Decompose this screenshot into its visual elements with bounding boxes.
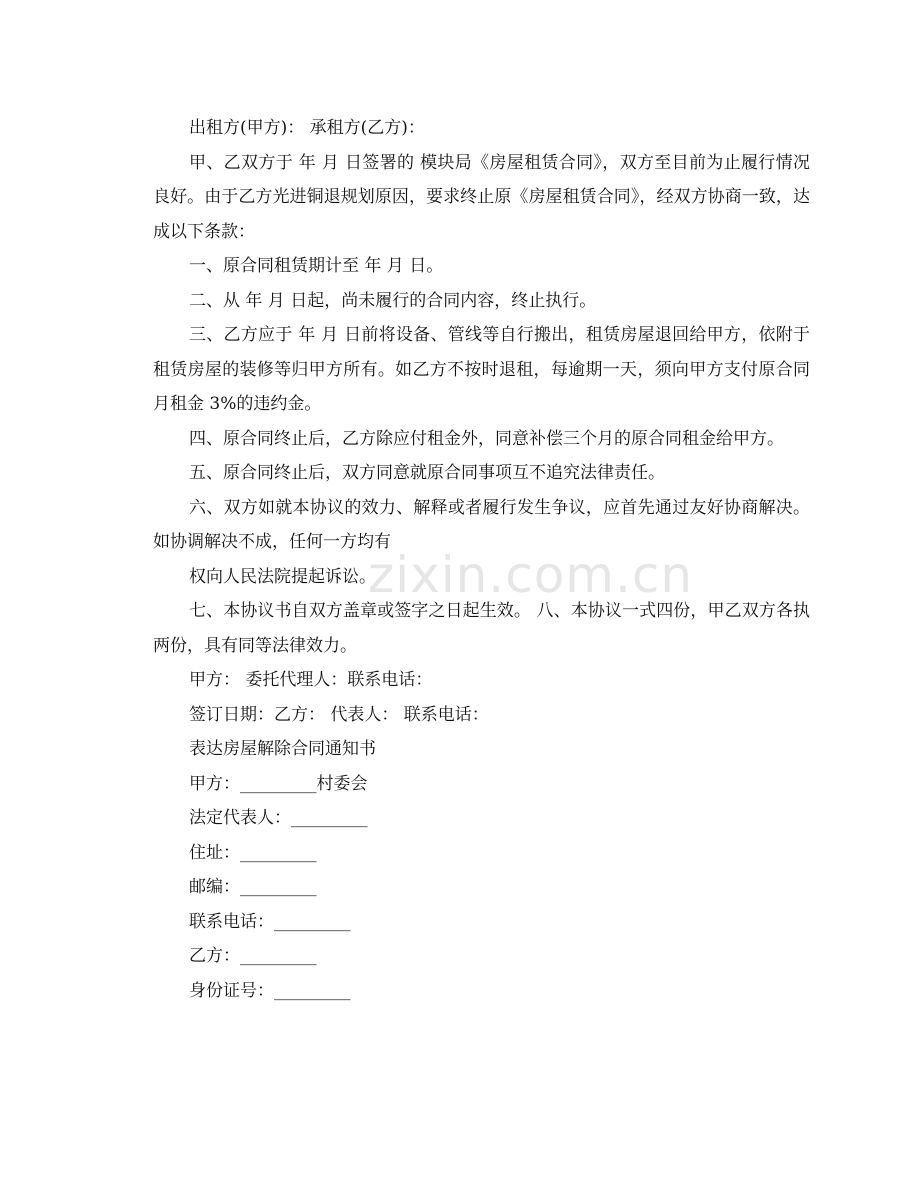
document-body	[153, 111, 810, 1008]
clause-3: 三、乙方应于 年 月 日前将设备、管线等自行搬出，租赁房屋退回给甲方，依附于租赁房屋的装修等归甲方所有。如乙方不按时退租，每逾期一天，须向甲方支付原合同月租金 3%的违约金。	[153, 325, 810, 414]
field-party-b: 乙方：_________	[189, 946, 317, 966]
clause-5: 五、原合同终止后，双方同意就原合同事项互不追究法律责任。	[189, 463, 665, 483]
parties-line: 出租方(甲方)： 承租方(乙方)：	[189, 118, 425, 138]
clause-6-continued: 权向人民法院提起诉讼。	[189, 566, 376, 587]
field-legal-representative: 法定代表人：_________	[189, 808, 368, 828]
clause-4: 四、原合同终止后，乙方除应付租金外，同意补偿三个月的原合同租金给甲方。	[189, 428, 784, 449]
signature-line-party-b: 签订日期：乙方： 代表人： 联系电话：	[189, 704, 489, 725]
preamble-paragraph: 甲、乙双方于 年 月 日签署的 模块局《房屋租赁合同》，双方至目前为止履行情况良好。由于乙方光进铜退规划原因，要求终止原《房屋租赁合同》，经双方协商一致，达成以下条款：	[153, 152, 810, 242]
notice-title: 表达房屋解除合同通知书	[189, 739, 376, 759]
field-phone: 联系电话：_________	[189, 911, 351, 932]
field-id-number: 身份证号：_________	[189, 980, 351, 1001]
clause-7-8: 七、本协议书自双方盖章或签字之日起生效。 八、本协议一式四份，甲乙双方各执两份，具有同等法律效力。	[153, 601, 810, 656]
clause-6: 六、双方如就本协议的效力、解释或者履行发生争议，应首先通过友好协商解决。如协调解决不成，任何一方均有	[153, 497, 810, 552]
field-address: 住址：_________	[189, 842, 317, 863]
signature-line-party-a: 甲方： 委托代理人：联系电话：	[189, 670, 433, 690]
clause-2: 二、从 年 月 日起，尚未履行的合同内容，终止执行。	[189, 290, 597, 311]
field-postcode: 邮编：_________	[189, 877, 317, 897]
watermark: zixin.com.cn	[368, 546, 694, 604]
clause-1: 一、原合同租赁期计至 年 月 日。	[189, 256, 444, 276]
field-party-a: 甲方：_________村委会	[189, 773, 368, 794]
